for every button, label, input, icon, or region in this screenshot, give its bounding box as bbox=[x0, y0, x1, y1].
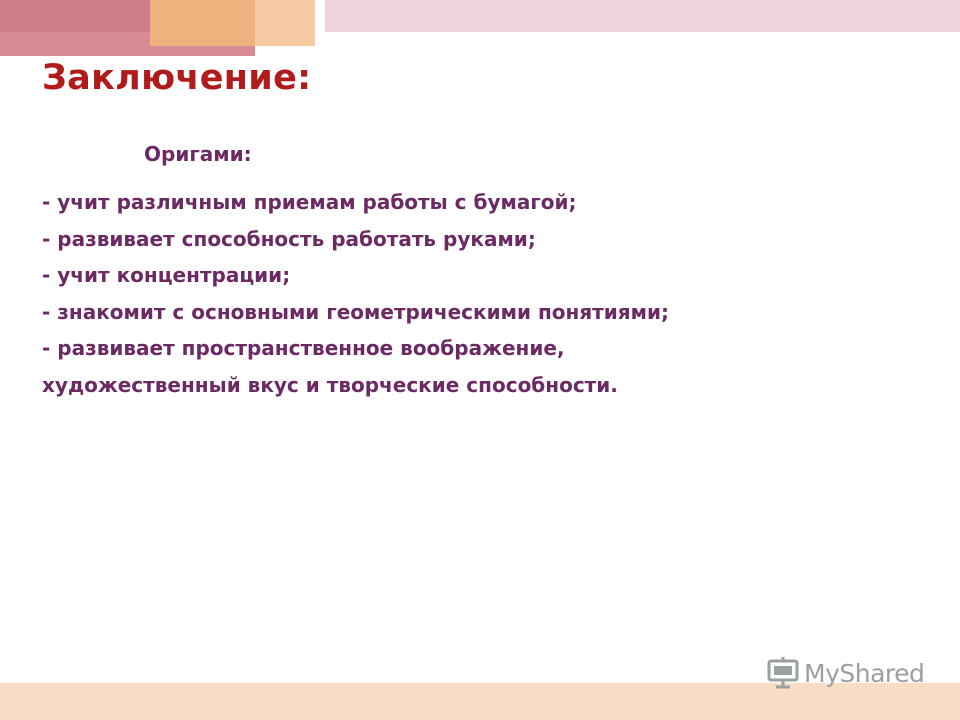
subheading: Оригами: bbox=[144, 142, 252, 166]
decorative-gap bbox=[315, 0, 325, 32]
decorative-rose-block-dark bbox=[0, 0, 150, 32]
list-item: - знакомит с основными геометрическими понятиями; bbox=[42, 299, 669, 324]
slide-title: Заключение: bbox=[42, 58, 312, 98]
list-item: - учит различным приемам работы с бумагой; bbox=[42, 190, 577, 214]
list-item: - развивает пространственное воображение, bbox=[42, 336, 565, 360]
conclusion-list bbox=[42, 184, 942, 403]
watermark-text: MyShared bbox=[804, 658, 925, 688]
list-item: художественный вкус и творческие способности. bbox=[42, 372, 618, 397]
decorative-light-peach-block bbox=[255, 0, 315, 46]
decorative-peach-block bbox=[150, 0, 255, 46]
myshared-watermark bbox=[766, 655, 924, 691]
list-item: - учит концентрации; bbox=[42, 263, 291, 287]
presentation-board-icon bbox=[766, 656, 800, 690]
list-item: - развивает способность работать руками; bbox=[42, 226, 536, 251]
